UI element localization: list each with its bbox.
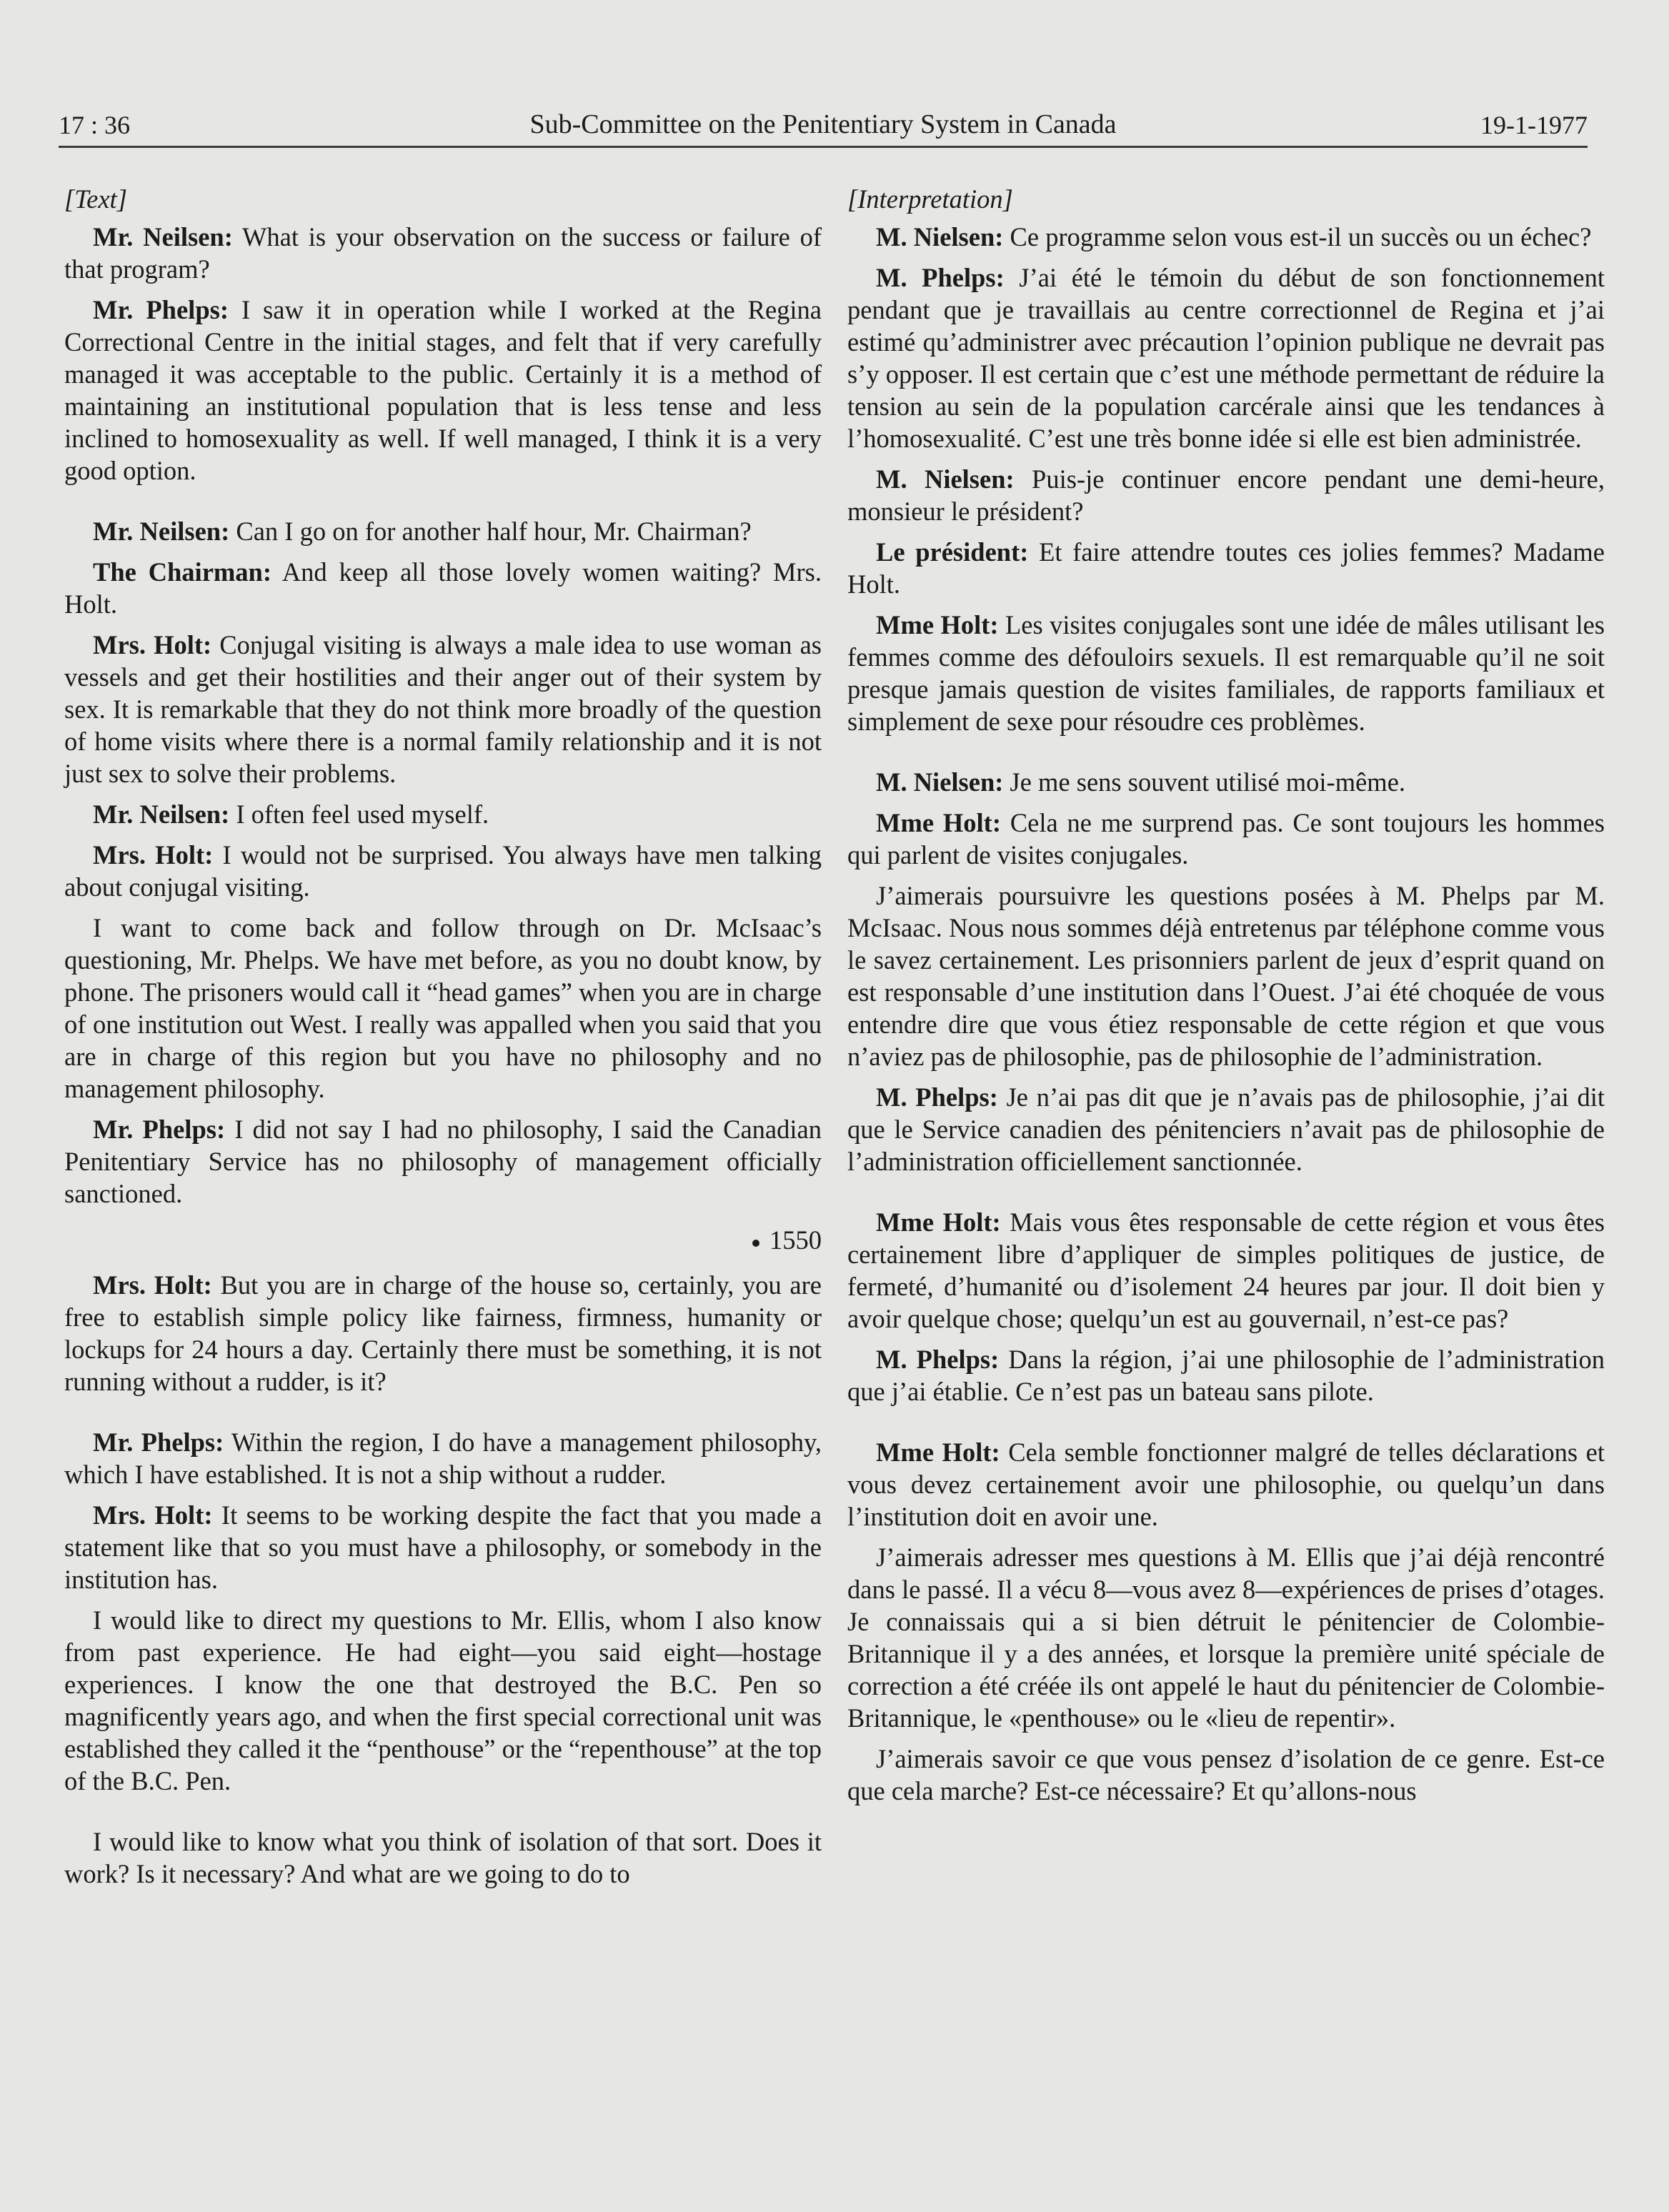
speech-paragraph: [847, 463, 1605, 527]
speech-paragraph: [64, 221, 822, 285]
speaker-name: The Chairman:: [93, 557, 272, 587]
speech-text: I would not be surprised. You always have men talking about conjugal visiting.: [64, 840, 822, 902]
speaker-name: Mrs. Holt:: [93, 1500, 213, 1530]
speaker-name: Mr. Neilsen:: [93, 799, 230, 829]
speaker-name: Mme Holt:: [876, 808, 1001, 837]
speaker-name: Mr. Neilsen:: [93, 222, 233, 251]
bullet-icon: [752, 1240, 759, 1247]
page-date: 19-1-1977: [1480, 111, 1588, 139]
speech-paragraph: [64, 1499, 822, 1595]
speech-text: I often feel used myself.: [229, 799, 489, 829]
speech-text: I saw it in operation while I worked at the Regina Correctional Centre in the initial stages, and felt that if very carefully managed it was acceptable to the public. Certainly it is a method of maintaining an institutional population that is less tense and less inclined to homosexuality as well. If well managed, I think it is a very good option.: [64, 295, 822, 485]
speech-text: Cela ne me surprend pas. Ce sont toujours les hommes qui parlent de visites conjugales.: [847, 808, 1605, 870]
section-label: [Text]: [64, 184, 127, 214]
speaker-name: M. Phelps:: [876, 263, 1005, 292]
speaker-name: Le président:: [876, 537, 1029, 567]
speech-text: Et faire attendre toutes ces jolies femmes? Madame Holt.: [847, 537, 1605, 599]
speech-paragraph: [847, 1343, 1605, 1408]
running-title: Sub-Committee on the Penitentiary System in Canada: [529, 109, 1117, 139]
speaker-name: Mr. Phelps:: [93, 1428, 224, 1457]
speech-text: Can I go on for another half hour, Mr. Chairman?: [229, 517, 752, 546]
speech-text: What is your observation on the success or failure of that program?: [64, 222, 822, 284]
speech-paragraph: [847, 609, 1605, 737]
speech-text: Conjugal visiting is always a male idea to use woman as vessels and get their hostilities and their anger out of their system by sex. It is remarkable that they do not think more broadly of the question of home visits where there is a normal family relationship and it is not just sex to solve their problems.: [64, 630, 822, 788]
speech-text: Ce programme selon vous est-il un succès ou un échec?: [1003, 222, 1592, 251]
speaker-name: Mme Holt:: [876, 1438, 1000, 1467]
page-number: 17 : 36: [59, 111, 131, 139]
speech-paragraph: [64, 839, 822, 903]
speaker-name: Mr. Neilsen:: [93, 517, 230, 546]
speech-text: It seems to be working despite the fact that you made a statement like that so you must have a philosophy, or somebody in the institution has.: [64, 1500, 822, 1594]
speech-paragraph: [64, 629, 822, 789]
continuation-paragraph: I want to come back and follow through on Dr. McIsaac’s questioning, Mr. Phelps. We have met before, as you no doubt know, by phone. The prisoners would call it “head games” when you are in charge of one institution out West. I really was appalled when you said that you are in charge of this region but you have no philosophy and no management philosophy.: [64, 913, 822, 1103]
speaker-name: M. Phelps:: [876, 1345, 1000, 1374]
speech-text: Cela semble fonctionner malgré de telles déclarations et vous devez certainement avoir une philosophie, ou quelqu’un dans l’institution doit en avoir une.: [847, 1438, 1605, 1531]
speech-paragraph: [64, 1113, 822, 1210]
speech-paragraph: [847, 536, 1605, 600]
speech-paragraph: [847, 261, 1605, 454]
speaker-name: M. Nielsen:: [876, 767, 1004, 797]
page-header: [59, 100, 1588, 148]
speech-text: I did not say I had no philosophy, I said the Canadian Penitentiary Service has no philosophy of management officially sanctioned.: [64, 1115, 822, 1208]
speech-text: Les visites conjugales sont une idée de mâles utilisant les femmes comme des défouloirs sexuels. Il est remarquable qu’il ne soit presque jamais question de visites familiales, de rapports familiaux et simplement de sexe pour résoudre ces problèmes.: [847, 610, 1605, 736]
speaker-name: Mme Holt:: [876, 1207, 1001, 1237]
speech-paragraph: [847, 1081, 1605, 1177]
continuation-paragraph: I would like to direct my questions to Mr. Ellis, whom I also know from past experience. He had eight—you said eight—hostage experiences. I know the one that destroyed the B.C. Pen so magnificently years ago, and when the first special correctional unit was established they called it the “penthouse” or the “repenthouse” at the top of the B.C. Pen.: [64, 1605, 822, 1795]
continuation-paragraph: I would like to know what you think of isolation of that sort. Does it work? Is it necessary? And what are we going to do to: [64, 1827, 822, 1888]
speech-paragraph: [847, 1436, 1605, 1533]
time-value: 1550: [769, 1225, 822, 1255]
speech-paragraph: [847, 221, 1605, 253]
speech-text: Within the region, I do have a management philosophy, which I have established. It is not a ship without a rudder.: [64, 1428, 822, 1489]
speech-paragraph: [64, 515, 822, 547]
speech-text: Je n’ai pas dit que je n’avais pas de philosophie, j’ai dit que le Service canadien des pénitenciers n’avait pas de philosophie de l’administration officiellement sanctionnée.: [847, 1082, 1605, 1176]
continuation-paragraph: J’aimerais poursuivre les questions posées à M. Phelps par M. McIsaac. Nous nous sommes déjà entretenus par téléphone comme vous le savez certainement. Les prisonniers parlent de jeux d’esprit quand on est responsable d’une institution dans l’Ouest. J’ai été choquée de vous entendre dire que vous étiez responsable de cette région et que vous n’aviez pas de philosophie, pas de philosophie de l’administration.: [847, 881, 1605, 1071]
section-label: [Interpretation]: [847, 184, 1013, 214]
speaker-name: M. Nielsen:: [876, 464, 1015, 494]
speech-text: Mais vous êtes responsable de cette région et vous êtes certainement libre d’appliquer de simples politiques de justice, de fermeté, d’humanité ou d’isolement 24 heures par jour. Il doit bien y avoir quelque chose; quelqu’un est au gouvernail, n’est-ce pas?: [847, 1207, 1605, 1333]
continuation-paragraph: J’aimerais savoir ce que vous pensez d’isolation de ce genre. Est-ce que cela marche? Est-ce nécessaire? Et qu’allons-nous: [847, 1744, 1605, 1805]
speaker-name: M. Phelps:: [876, 1082, 998, 1112]
speaker-name: Mme Holt:: [876, 610, 999, 639]
english-column: [64, 183, 822, 2169]
speech-paragraph: [847, 807, 1605, 871]
speaker-name: Mrs. Holt:: [93, 630, 212, 659]
speech-text: Puis-je continuer encore pendant une demi-heure, monsieur le président?: [847, 464, 1605, 526]
speech-paragraph: [847, 1206, 1605, 1335]
time-marker: [64, 1224, 822, 1256]
speaker-name: M. Nielsen:: [876, 222, 1004, 251]
speech-paragraph: [64, 556, 822, 620]
speech-paragraph: [847, 766, 1605, 798]
speech-text: And keep all those lovely women waiting? Mrs. Holt.: [64, 557, 822, 619]
speech-text: Je me sens souvent utilisé moi-même.: [1003, 767, 1406, 797]
speaker-name: Mrs. Holt:: [93, 1270, 212, 1300]
speaker-name: Mr. Phelps:: [93, 295, 229, 324]
speech-paragraph: [64, 1269, 822, 1398]
speech-text: Dans la région, j’ai une philosophie de l’administration que j’ai établie. Ce n’est pas un bateau sans pilote.: [847, 1345, 1605, 1406]
speech-paragraph: [64, 798, 822, 830]
speech-paragraph: [64, 294, 822, 487]
speaker-name: Mr. Phelps:: [93, 1115, 226, 1144]
french-column: [847, 183, 1605, 2169]
speech-paragraph: [64, 1426, 822, 1490]
continuation-paragraph: J’aimerais adresser mes questions à M. Ellis que j’ai déjà rencontré dans le passé. Il a vécu 8—vous avez 8—expériences de prises d’otages. Je connaissais qui a si bien détruit le pénitencier de Colombie-Britannique il y a des années, et lorsque la première unité spéciale de correction a été créée ils ont appelé le haut du pénitencier de Colombie-Britannique, le «penthouse» ou le «lieu de repentir».: [847, 1543, 1605, 1733]
speaker-name: Mrs. Holt:: [93, 840, 214, 870]
speech-text: J’ai été le témoin du début de son fonctionnement pendant que je travaillais au centre correctionnel de Regina et j’ai estimé qu’administrer avec précaution l’opinion publique ne devrait pas s’y opposer. Il est certain que c’est une méthode permettant de réduire la tension au sein de la population carcérale ainsi que les tendances à l’homosexualité. C’est une très bonne idée si elle est bien administrée.: [847, 263, 1605, 453]
speech-text: But you are in charge of the house so, certainly, you are free to establish simple policy like fairness, firmness, humanity or lockups for 24 hours a day. Certainly there must be something, it is not running without a rudder, is it?: [64, 1270, 822, 1396]
